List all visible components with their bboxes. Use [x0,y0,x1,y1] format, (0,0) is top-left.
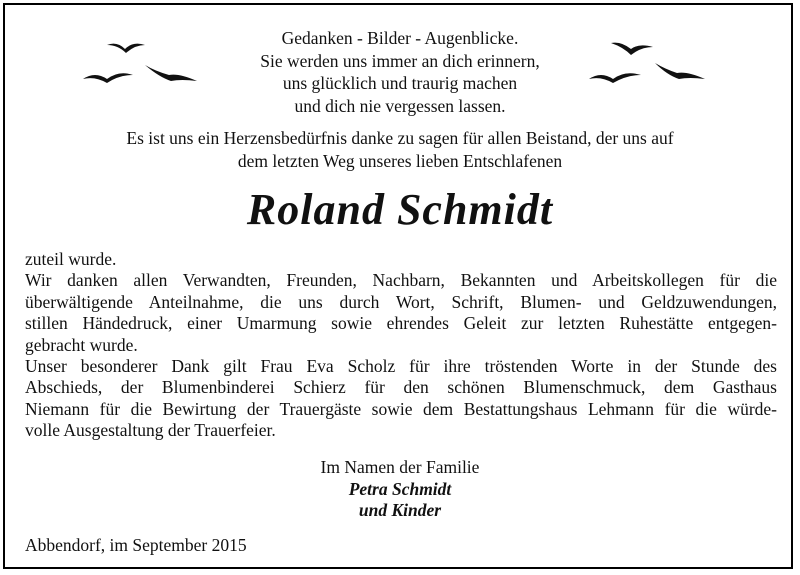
body-line: Wir danken allen Verwandten, Freunden, Nachbarn, Bekannten und Arbeitskollegen für die [25,270,777,291]
place-and-date: Abbendorf, im September 2015 [25,535,247,555]
flying-birds-right-icon [585,35,715,91]
signature-name: Petra Schmidt [348,478,452,499]
intro-line: Es ist uns ein Herzensbedürfnis danke zu sagen für allen Beistand, der uns auf [126,128,674,148]
body-line: gebracht wurde. [25,334,138,355]
body-line: Niemann für die Bewirtung der Trauergäste sowie dem Bestattungshaus Lehmann für die würde- [25,398,777,419]
poem-line: Gedanken - Bilder - Augenblicke. [281,28,519,48]
poem-line: uns glücklich und traurig machen [282,73,518,93]
flying-birds-left-icon [79,35,209,91]
deceased-name: Roland Schmidt [246,185,554,234]
signature-block [205,457,595,522]
poem-line: Sie werden uns immer an dich erinnern, [260,50,540,71]
body-line: stillen Händedruck, einer Umarmung sowie ehrendes Geleit zur letzten Ruhestätte entgegen- [25,313,777,334]
thank-you-text [25,249,777,442]
signature-and-children: und Kinder [358,500,442,520]
body-line: überwältigende Anteilnahme, die uns durch Wort, Schrift, Blumen- und Geldzuwendungen, [25,291,777,312]
body-line: Abschieds, der Blumenbinderei Schierz für den schönen Blumenschmuck, dem Gasthaus [25,377,777,398]
intro-line: dem letzten Weg unseres lieben Entschlafenen [237,150,563,171]
body-line: Unser besonderer Dank gilt Frau Eva Scholz für ihre tröstenden Worte in der Stunde des [25,356,777,377]
signature-intro: Im Namen der Familie [320,457,480,477]
poem-line: und dich nie vergessen lassen. [294,95,506,116]
intro-text [45,127,755,172]
body-line: volle Ausgestaltung der Trauerfeier. [25,420,276,441]
obituary-card [3,3,793,569]
body-line: zuteil wurde. [25,249,117,269]
memorial-poem [205,27,595,117]
